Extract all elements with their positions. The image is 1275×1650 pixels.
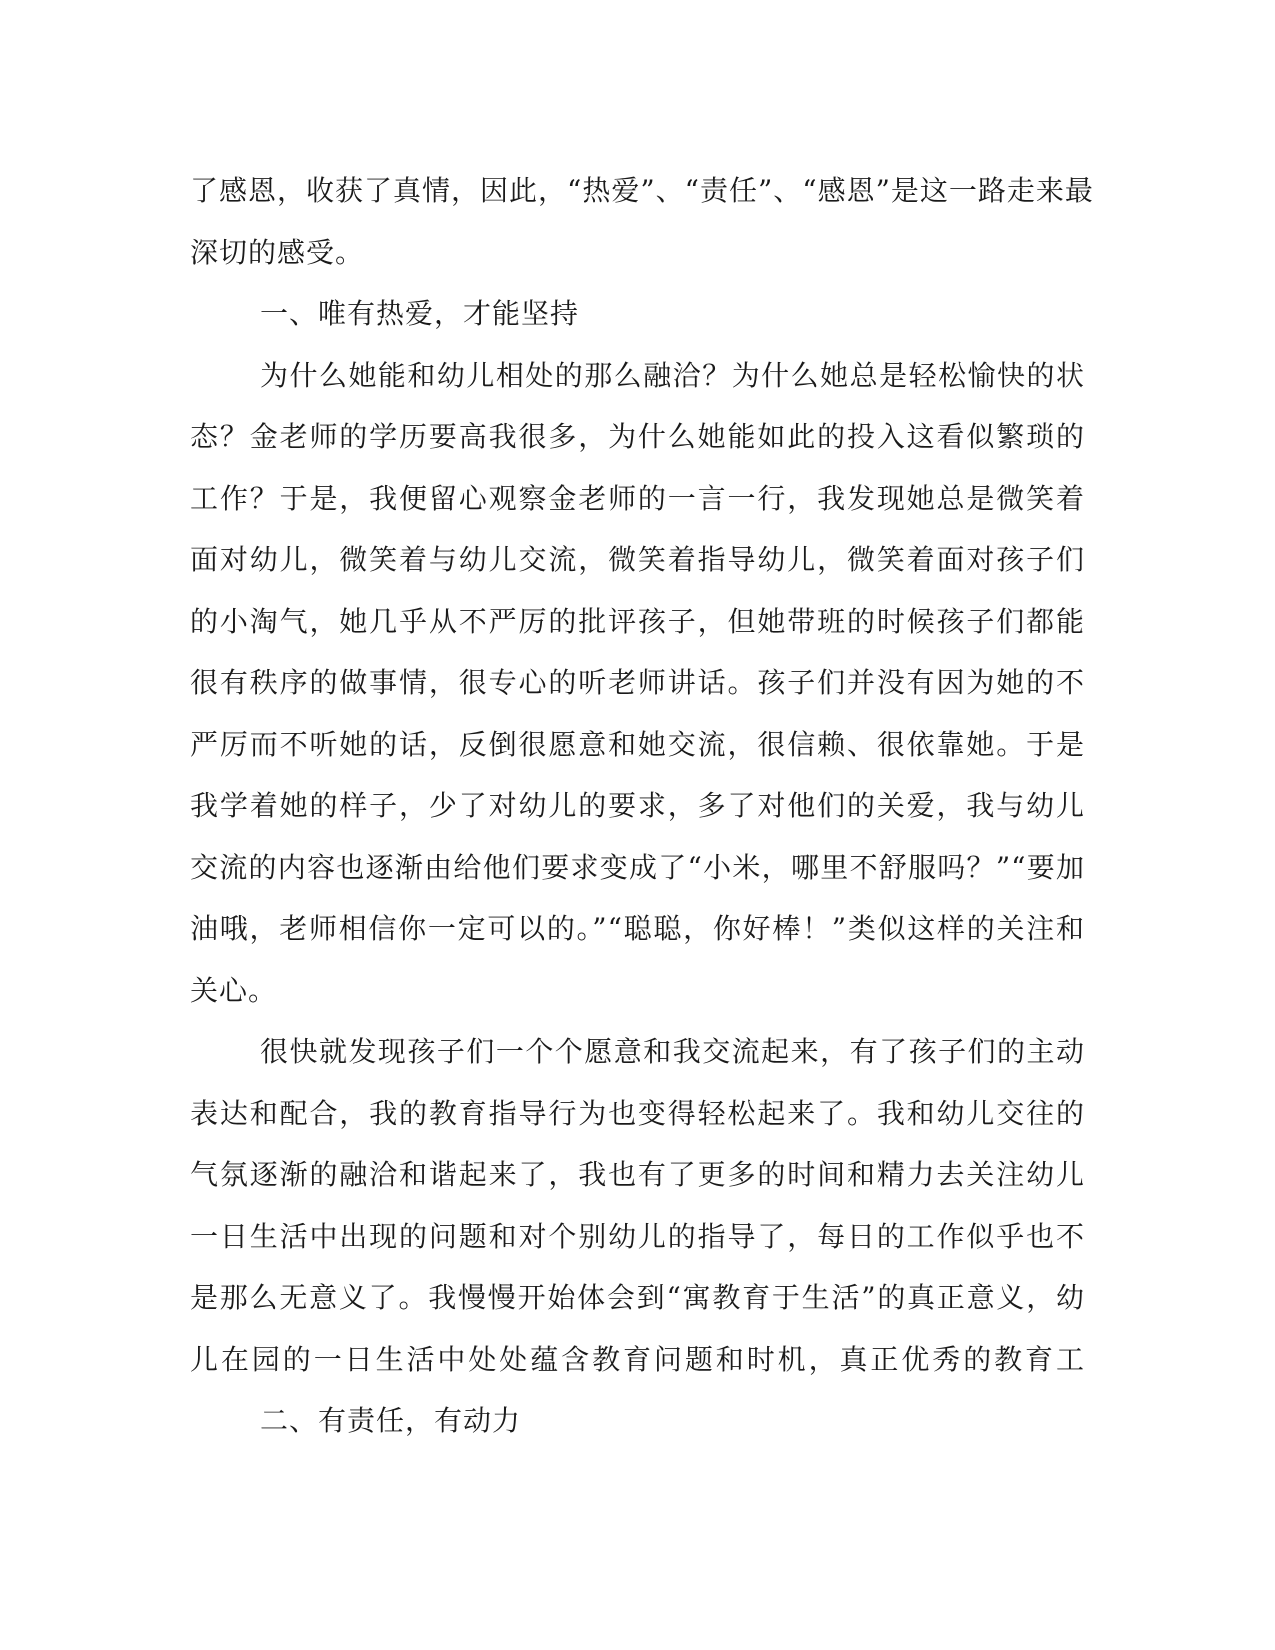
text-line: 为什么她能和幼儿相处的那么融洽？为什么她总是轻松愉快的状 <box>260 358 1085 392</box>
text-line: 交流的内容也逐渐由给他们要求变成了“小米，哪里不舒服吗？”“要加 <box>190 850 1085 884</box>
text-line: 油哦，老师相信你一定可以的。”“聪聪，你好棒！”类似这样的关注和 <box>190 912 1085 945</box>
section-heading-1: 一、唯有热爱，才能坚持 <box>260 297 580 330</box>
text-line: 很快就发现孩子们一个个愿意和我交流起来，有了孩子们的主动 <box>260 1035 1085 1068</box>
text-line: 气氛逐渐的融洽和谐起来了，我也有了更多的时间和精力去关注幼儿 <box>190 1158 1085 1191</box>
text-line: 面对幼儿，微笑着与幼儿交流，微笑着指导幼儿，微笑着面对孩子们 <box>190 543 1085 576</box>
text-line: 工作？于是，我便留心观察金老师的一言一行，我发现她总是微笑着 <box>190 481 1085 515</box>
text-line: 的小淘气，她几乎从不严厉的批评孩子，但她带班的时候孩子们都能 <box>190 604 1085 638</box>
text-line: 深切的感受。 <box>190 235 365 269</box>
text-line: 态？金老师的学历要高我很多，为什么她能如此的投入这看似繁琐的 <box>190 420 1085 453</box>
text-line: 表达和配合，我的教育指导行为也变得轻松起来了。我和幼儿交往的 <box>190 1096 1085 1130</box>
text-line: 一日生活中出现的问题和对个别幼儿的指导了，每日的工作似乎也不 <box>190 1219 1085 1253</box>
text-line: 严厉而不听她的话，反倒很愿意和她交流，很信赖、很依靠她。于是 <box>190 727 1085 761</box>
text-line: 很有秩序的做事情，很专心的听老师讲话。孩子们并没有因为她的不 <box>190 666 1085 699</box>
text-line: 我学着她的样子，少了对幼儿的要求，多了对他们的关爱，我与幼儿 <box>190 789 1085 822</box>
body-text <box>190 160 1094 1452</box>
section-heading-2: 二、有责任，有动力 <box>260 1404 522 1437</box>
text-line: 是那么无意义了。我慢慢开始体会到“寓教育于生活”的真正意义，幼 <box>190 1281 1085 1314</box>
text-line: 了感恩，收获了真情，因此，“热爱”、“责任”、“感恩”是这一路走来最 <box>190 174 1094 207</box>
text-line: 关心。 <box>190 973 278 1007</box>
text-line: 儿在园的一日生活中处处蕴含教育问题和时机，真正优秀的教育工 <box>190 1342 1085 1376</box>
